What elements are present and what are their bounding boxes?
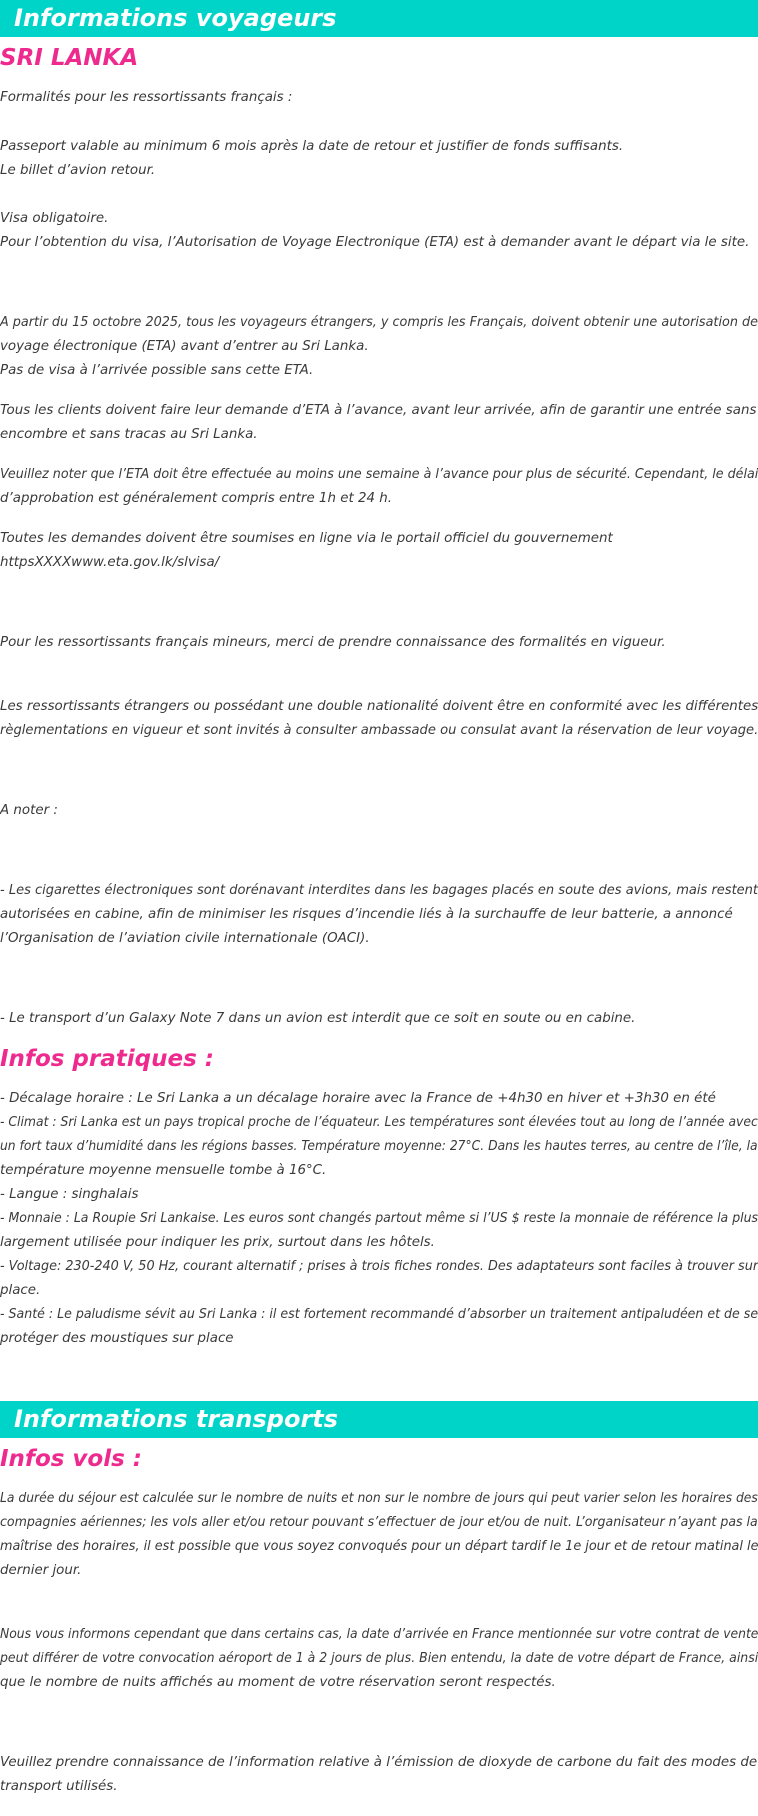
formalites-intro: Formalités pour les ressortissants français : [0, 90, 293, 105]
cigarettes-line-3: l’Organisation de l’aviation civile internationale (OACI). [0, 931, 370, 946]
eta-delai-line-1: Veuillez noter que l’ETA doit être effectuée au moins une semaine à l’avance pour plus de sécurité. Cependant, le délai [0, 467, 758, 482]
clients-eta-line-2: encombre et sans tracas au Sri Lanka. [0, 427, 258, 442]
duree-line-2: compagnies aériennes; les vols aller et/ou retour pouvant s’effectuer de jour et/ou de nuit. L’organisateur n’ayant pas la [0, 1515, 758, 1530]
arrivee-line-1: Nous vous informons cependant que dans certains cas, la date d’arrivée en France mentionnée sur votre contrat de vente [0, 1627, 758, 1642]
co2-line-2: transport utilisés. [0, 1779, 118, 1794]
infos-vols-title: Infos vols : [0, 1446, 143, 1472]
cigarettes-line-1: - Les cigarettes électroniques sont dorénavant interdites dans les bagages placés en soute des avions, mais restent [0, 883, 758, 898]
voltage-line-1: - Voltage: 230-240 V, 50 Hz, courant alternatif ; prises à trois fiches rondes. Des adaptateurs sont faciles à trouver sur [0, 1259, 758, 1274]
co2-line-1: Veuillez prendre connaissance de l’information relative à l’émission de dioxyde de carbone du fait des modes de [0, 1755, 758, 1770]
visa-required: Visa obligatoire. [0, 211, 109, 226]
etrangers-line-2: règlementations en vigueur et sont invités à consulter ambassade ou consulat avant la réservation de leur voyage. [0, 723, 758, 738]
climat-line-1: - Climat : Sri Lanka est un pays tropical proche de l’équateur. Les températures sont élevées tout au long de l’année avec [0, 1115, 758, 1130]
langue: - Langue : singhalais [0, 1187, 139, 1202]
climat-line-2: un fort taux d’humidité dans les régions basses. Température moyenne: 27°C. Dans les hautes terres, au centre de l’île, la [0, 1139, 758, 1154]
decalage-horaire: - Décalage horaire : Le Sri Lanka a un décalage horaire avec la France de +4h30 en hiver et +3h30 en été [0, 1091, 716, 1106]
duree-line-3: maîtrise des horaires, il est possible que vous soyez convoqués pour un départ tardif le 1e jour et de retour matinal le [0, 1539, 758, 1554]
cigarettes-line-2: autorisées en cabine, afin de minimiser les risques d’incendie liés à la surchauffe de leur batterie, a annoncé [0, 907, 733, 922]
mineurs-info: Pour les ressortissants français mineurs, merci de prendre connaissance des formalités en vigueur. [0, 635, 666, 650]
sante-line-2: protéger des moustiques sur place [0, 1331, 234, 1346]
eta-2025-line-2: voyage électronique (ETA) avant d’entrer au Sri Lanka. [0, 339, 369, 354]
a-noter-label: A noter : [0, 803, 58, 818]
galaxy-note-info: - Le transport d’un Galaxy Note 7 dans un avion est interdit que ce soit en soute ou en cabine. [0, 1011, 636, 1026]
country-title: SRI LANKA [0, 45, 139, 71]
portal-line-1: Toutes les demandes doivent être soumises en ligne via le portail officiel du gouvernement [0, 531, 613, 546]
voltage-line-2: place. [0, 1283, 41, 1298]
portal-url: httpsXXXXwww.eta.gov.lk/slvisa/ [0, 555, 220, 570]
section-header-transports: Informations transports [0, 1401, 758, 1438]
eta-2025-line-1: A partir du 15 octobre 2025, tous les voyageurs étrangers, y compris les Français, doivent obtenir une autorisation de [0, 315, 758, 330]
section-header-voyageurs: Informations voyageurs [0, 0, 758, 37]
arrivee-line-2: peut différer de votre convocation aéroport de 1 à 2 jours de plus. Bien entendu, la date de votre départ de France, ainsi [0, 1651, 758, 1666]
monnaie-line-1: - Monnaie : La Roupie Sri Lankaise. Les euros sont changés partout même si l’US $ reste la monnaie de référence la plus [0, 1211, 758, 1226]
arrivee-line-3: que le nombre de nuits affichés au moment de votre réservation seront respectés. [0, 1675, 556, 1690]
eta-2025-line-3: Pas de visa à l’arrivée possible sans cette ETA. [0, 363, 314, 378]
etrangers-line-1: Les ressortissants étrangers ou possédant une double nationalité doivent être en conformité avec les différentes [0, 699, 758, 714]
passport-requirement: Passeport valable au minimum 6 mois après la date de retour et justifier de fonds suffisants. [0, 139, 624, 154]
climat-line-3: température moyenne mensuelle tombe à 16°C. [0, 1163, 327, 1178]
monnaie-line-2: largement utilisée pour indiquer les prix, surtout dans les hôtels. [0, 1235, 435, 1250]
eta-delai-line-2: d’approbation est généralement compris entre 1h et 24 h. [0, 491, 392, 506]
duree-line-1: La durée du séjour est calculée sur le nombre de nuits et non sur le nombre de jours qui peut varier selon les horaires des [0, 1491, 758, 1506]
visa-eta-info: Pour l’obtention du visa, l’Autorisation de Voyage Electronique (ETA) est à demander avant le départ via le site. [0, 235, 750, 250]
sante-line-1: - Santé : Le paludisme sévit au Sri Lanka : il est fortement recommandé d’absorber un traitement antipaludéen et de se [0, 1307, 758, 1322]
ticket-requirement: Le billet d’avion retour. [0, 163, 156, 178]
infos-pratiques-title: Infos pratiques : [0, 1046, 214, 1072]
duree-line-4: dernier jour. [0, 1563, 82, 1578]
clients-eta-line-1: Tous les clients doivent faire leur demande d’ETA à l’avance, avant leur arrivée, afin de garantir une entrée sans [0, 403, 757, 418]
